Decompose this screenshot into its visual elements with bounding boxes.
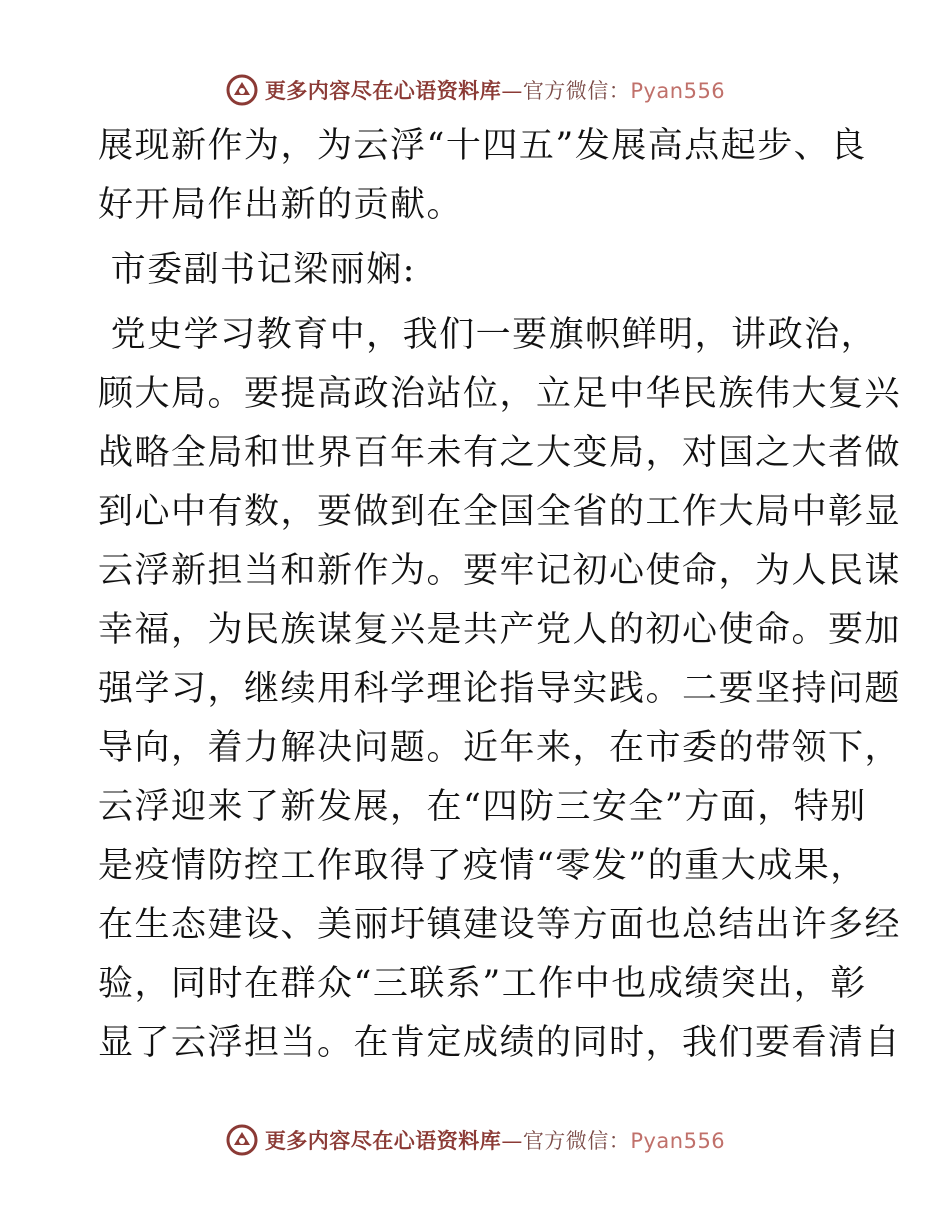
text-line: 党史学习教育中，我们一要旗帜鲜明，讲政治， (98, 315, 878, 355)
speaker-heading: 市委副书记梁丽娴: (98, 250, 416, 290)
text-line: 导向，着力解决问题。近年来，在市委的带领下， (98, 728, 902, 768)
seal-logo-icon (225, 73, 259, 107)
watermark-main: 更多内容尽在心语资料库 (264, 79, 502, 103)
text-line: 战略全局和世界百年未有之大变局，对国之大者做 (98, 433, 902, 473)
watermark-id: Pyan556 (630, 79, 726, 103)
text-line: 到心中有数，要做到在全国全省的工作大局中彰显 (98, 492, 902, 532)
watermark-label: 官方微信： (522, 79, 631, 103)
seal-logo-icon (225, 1123, 259, 1157)
header-watermark (0, 70, 950, 110)
text-line: 好开局作出新的贡献。 (98, 185, 464, 225)
watermark-text (265, 1125, 725, 1155)
document-body (98, 117, 902, 1073)
text-line: 在生态建设、美丽圩镇建设等方面也总结出许多经 (98, 905, 902, 945)
text-line: 是疫情防控工作取得了疫情“零发”的重大成果， (98, 846, 867, 886)
text-line: 显了云浮担当。在肯定成绩的同时，我们要看清自 (98, 1023, 902, 1063)
text-line: 云浮迎来了新发展，在“四防三安全”方面，特别 (98, 787, 867, 827)
watermark-id: Pyan556 (630, 1129, 726, 1153)
text-line: 云浮新担当和新作为。要牢记初心使命，为人民谋 (98, 551, 902, 591)
watermark-text (265, 75, 725, 105)
watermark-separator: — (501, 79, 523, 103)
text-line: 展现新作为，为云浮“十四五”发展高点起步、良 (98, 126, 867, 166)
text-line: 幸福，为民族谋复兴是共产党人的初心使命。要加 (98, 610, 902, 650)
text-line: 验，同时在群众“三联系”工作中也成绩突出，彰 (98, 964, 867, 1004)
text-line: 强学习，继续用科学理论指导实践。二要坚持问题 (98, 669, 902, 709)
watermark-main: 更多内容尽在心语资料库 (264, 1129, 502, 1153)
footer-watermark (0, 1120, 950, 1160)
watermark-label: 官方微信： (522, 1129, 631, 1153)
text-line: 顾大局。要提高政治站位，立足中华民族伟大复兴 (98, 374, 902, 414)
watermark-separator: — (501, 1129, 523, 1153)
